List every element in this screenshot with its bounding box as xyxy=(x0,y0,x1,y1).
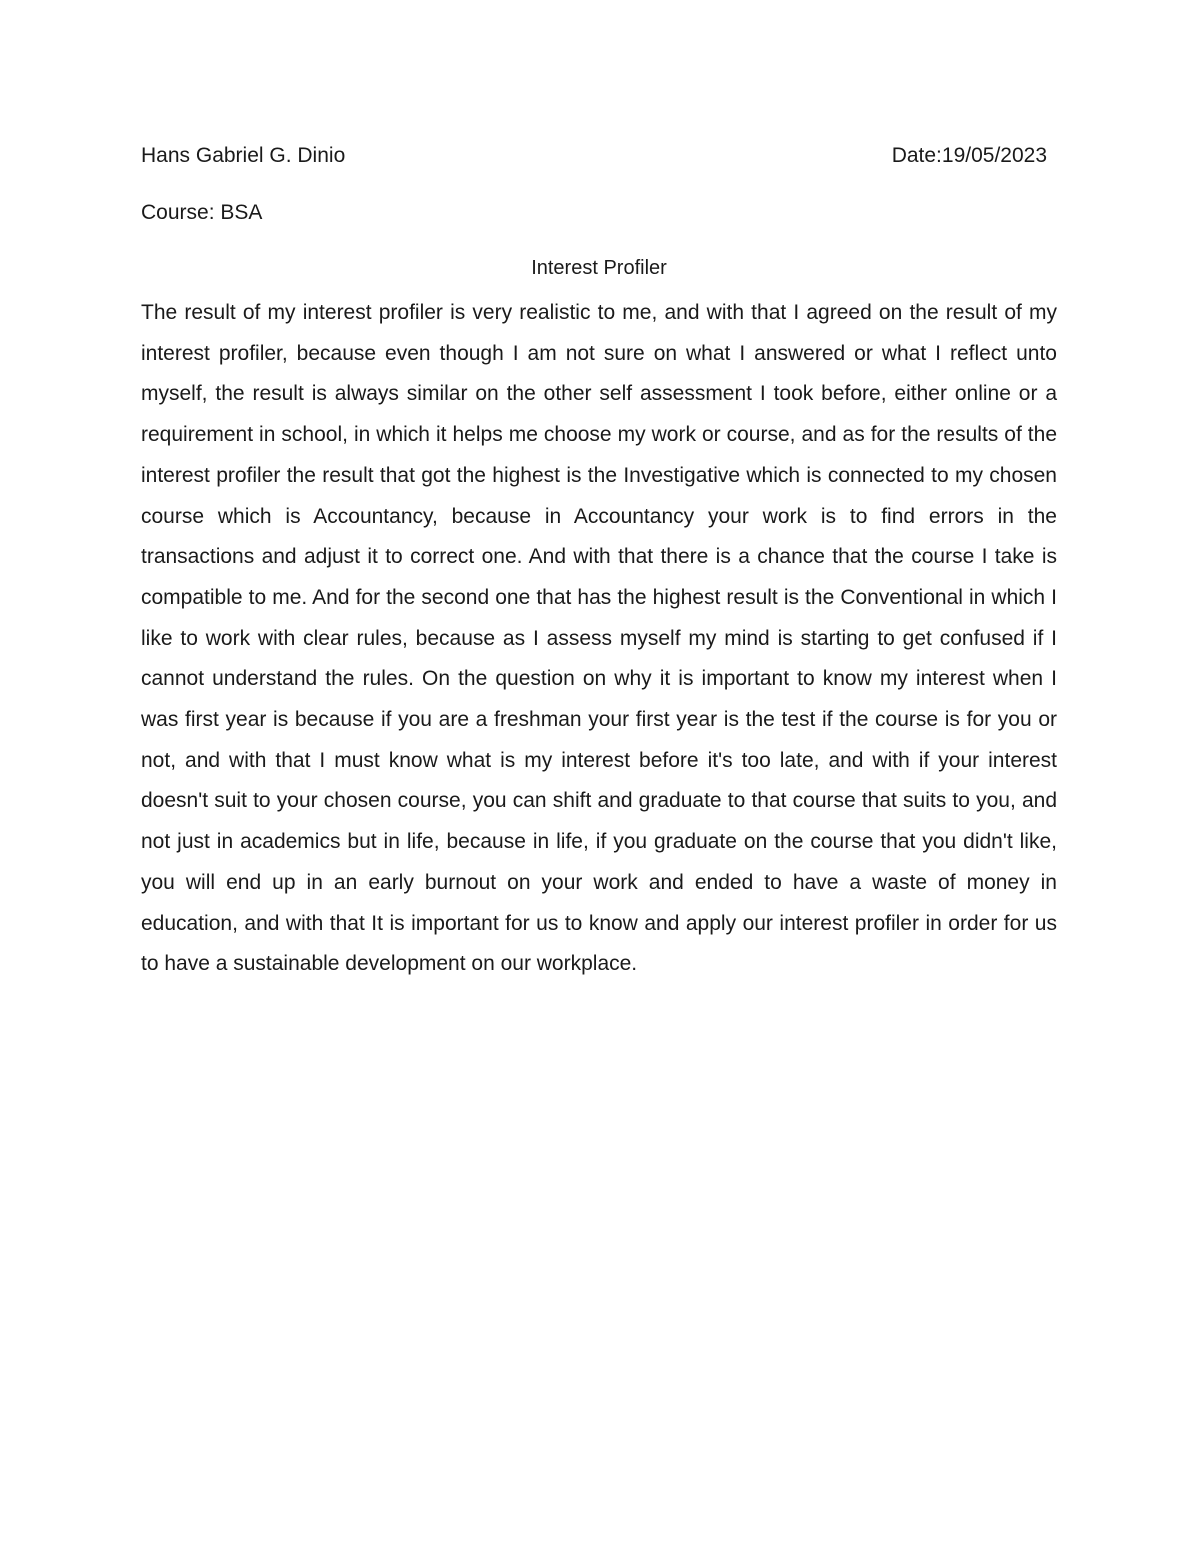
header-row xyxy=(141,142,1047,172)
body-paragraph: The result of my interest profiler is very realistic to me, and with that I agreed on the result of my interest profiler, because even though I am not sure on what I answered or what I reflect unto myself, the result is always similar on the other self assessment I took before, either online or a requirement in school, in which it helps me choose my work or course, and as for the results of the interest profiler the result that got the highest is the Investigative which is connected to my chosen course which is Accountancy, because in Accountancy your work is to find errors in the transactions and adjust it to correct one. And with that there is a chance that the course I take is compatible to me. And for the second one that has the highest result is the Conventional in which I like to work with clear rules, because as I assess myself my mind is starting to get confused if I cannot understand the rules. On the question on why it is important to know my interest when I was first year is because if you are a freshman your first year is the test if the course is for you or not, and with that I must know what is my interest before it's too late, and with if your interest doesn't suit to your chosen course, you can shift and graduate to that course that suits to you, and not just in academics but in life, because in life, if you graduate on the course that you didn't like, you will end up in an early burnout on your work and ended to have a waste of money in education, and with that It is important for us to know and apply our interest profiler in order for us to have a sustainable development on our workplace. xyxy=(141,301,1057,976)
course-line: Course: BSA xyxy=(141,201,263,224)
document-date: Date:19/05/2023 xyxy=(891,144,1047,167)
document-title: Interest Profiler xyxy=(531,257,667,279)
author-name: Hans Gabriel G. Dinio xyxy=(141,144,346,167)
